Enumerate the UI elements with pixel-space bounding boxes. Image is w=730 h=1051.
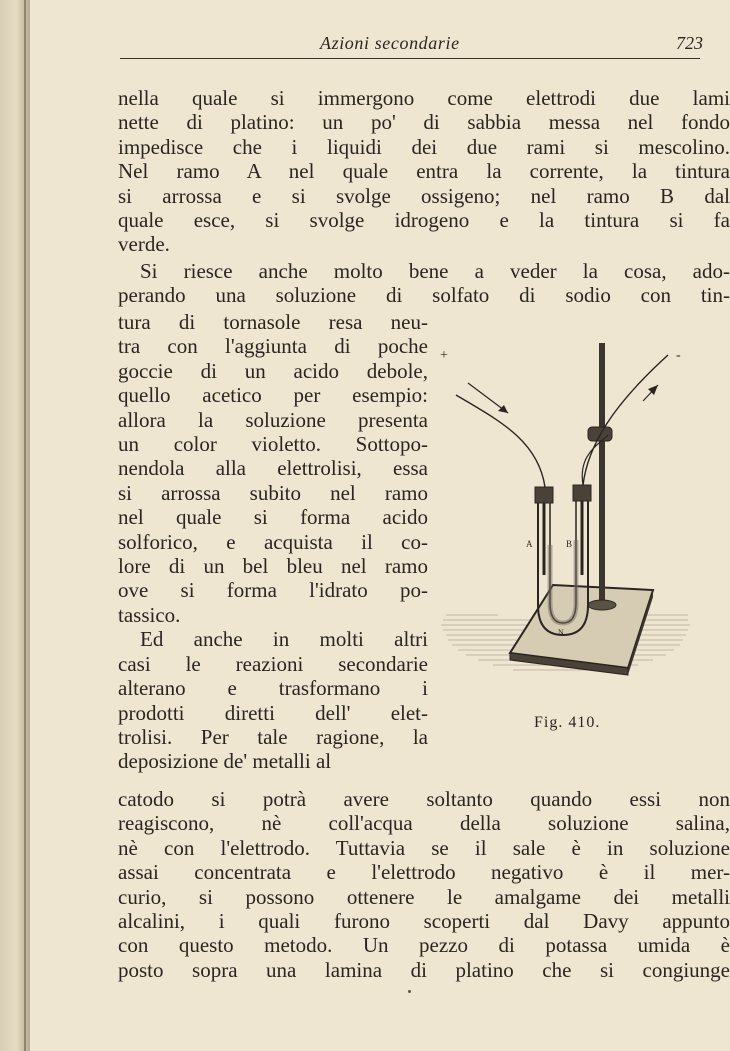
text-line: Ed anche in molti altri	[140, 627, 428, 652]
text-line: tassico.	[118, 602, 181, 627]
figure-caption: Fig. 410.	[534, 714, 601, 731]
page-number: 723	[676, 33, 703, 53]
text-line: impedisce che i liquidi dei due rami si mescolino.	[118, 134, 730, 159]
text-line: nel quale si forma acido	[118, 505, 428, 530]
text-line: catodo si potrà avere soltanto quando essi non	[118, 787, 730, 811]
text-line: quale esce, si svolge idrogeno e la tintura si fa	[118, 208, 730, 233]
text-line: quello acetico per esempio:	[118, 383, 428, 408]
minus-sign: -	[676, 348, 681, 363]
text-line: nè con l'elettrodo. Tuttavia se il sale è in soluzione	[118, 835, 730, 860]
plus-sign: +	[440, 348, 448, 363]
header-rule	[120, 58, 700, 59]
paragraph-3-narrow-column	[118, 310, 428, 774]
page-gutter-line	[24, 0, 26, 1051]
figure-electrolysis-apparatus	[438, 335, 700, 705]
text-line: nendola alla elettrolisi, essa	[118, 456, 428, 481]
right-wire	[583, 355, 668, 485]
text-line: casi le reazioni secondarie	[118, 651, 428, 676]
running-title: Azioni secondarie	[320, 33, 460, 53]
text-line: Nel ramo A nel quale entra la corrente, la tintura	[118, 159, 730, 184]
text-line: posto sopra una lamina di platino che si congiunge	[118, 957, 730, 982]
stand-rod	[599, 343, 605, 605]
text-line: allora la soluzione presenta	[118, 407, 428, 432]
label-a: A	[526, 539, 533, 549]
text-line: lore di un bel bleu nel ramo	[118, 554, 428, 579]
text-line: si arrossa e si svolge ossigeno; nel ramo B dal	[118, 183, 730, 208]
text-line: tra con l'aggiunta di poche	[118, 334, 428, 359]
text-line: un color violetto. Sottopo-	[118, 432, 428, 457]
text-line: nette di platino: un po' di sabbia messa nel fondo	[118, 110, 730, 135]
text-line: goccie di un acido debole,	[118, 358, 428, 383]
text-line: solforico, e acquista il co-	[118, 529, 428, 554]
text-line: assai concentrata e l'elettrodo negativo è il mer-	[118, 860, 730, 885]
text-line: Si riesce anche molto bene a veder la cosa, ado-	[140, 259, 730, 283]
text-line: reagiscono, nè coll'acqua della soluzione salina,	[118, 811, 730, 836]
paragraph-4	[118, 787, 730, 982]
text-line: con questo metodo. Un pezzo di potassa umida è	[118, 933, 730, 958]
text-line: alterano e trasformano i	[118, 676, 428, 701]
label-n: N	[558, 628, 564, 637]
text-line: nella quale si immergono come elettrodi due lami	[118, 86, 730, 110]
text-line: ove si forma l'idrato po-	[118, 578, 428, 603]
text-line: tura di tornasole resa neu-	[118, 310, 428, 334]
text-line: prodotti diretti dell' elet-	[118, 700, 428, 725]
text-line: perando una soluzione di solfato di sodio con tin-	[118, 283, 730, 308]
text-line: trolisi. Per tale ragione, la	[118, 724, 428, 749]
text-line: alcalini, i quali furono scoperti dal Davy appunto	[118, 909, 730, 934]
u-tube-apparatus-illustration	[438, 335, 700, 705]
text-line: si arrossa subito nel ramo	[118, 480, 428, 505]
running-header	[120, 30, 703, 58]
paragraph-2	[118, 259, 730, 308]
text-line: curio, si possono ottenere le amalgame dei metalli	[118, 884, 730, 909]
paragraph-1	[118, 86, 730, 257]
text-line: verde.	[118, 232, 170, 257]
text-line: deposizione de' metalli al	[118, 749, 332, 774]
printing-speck	[408, 990, 411, 993]
label-b: B	[566, 539, 573, 549]
